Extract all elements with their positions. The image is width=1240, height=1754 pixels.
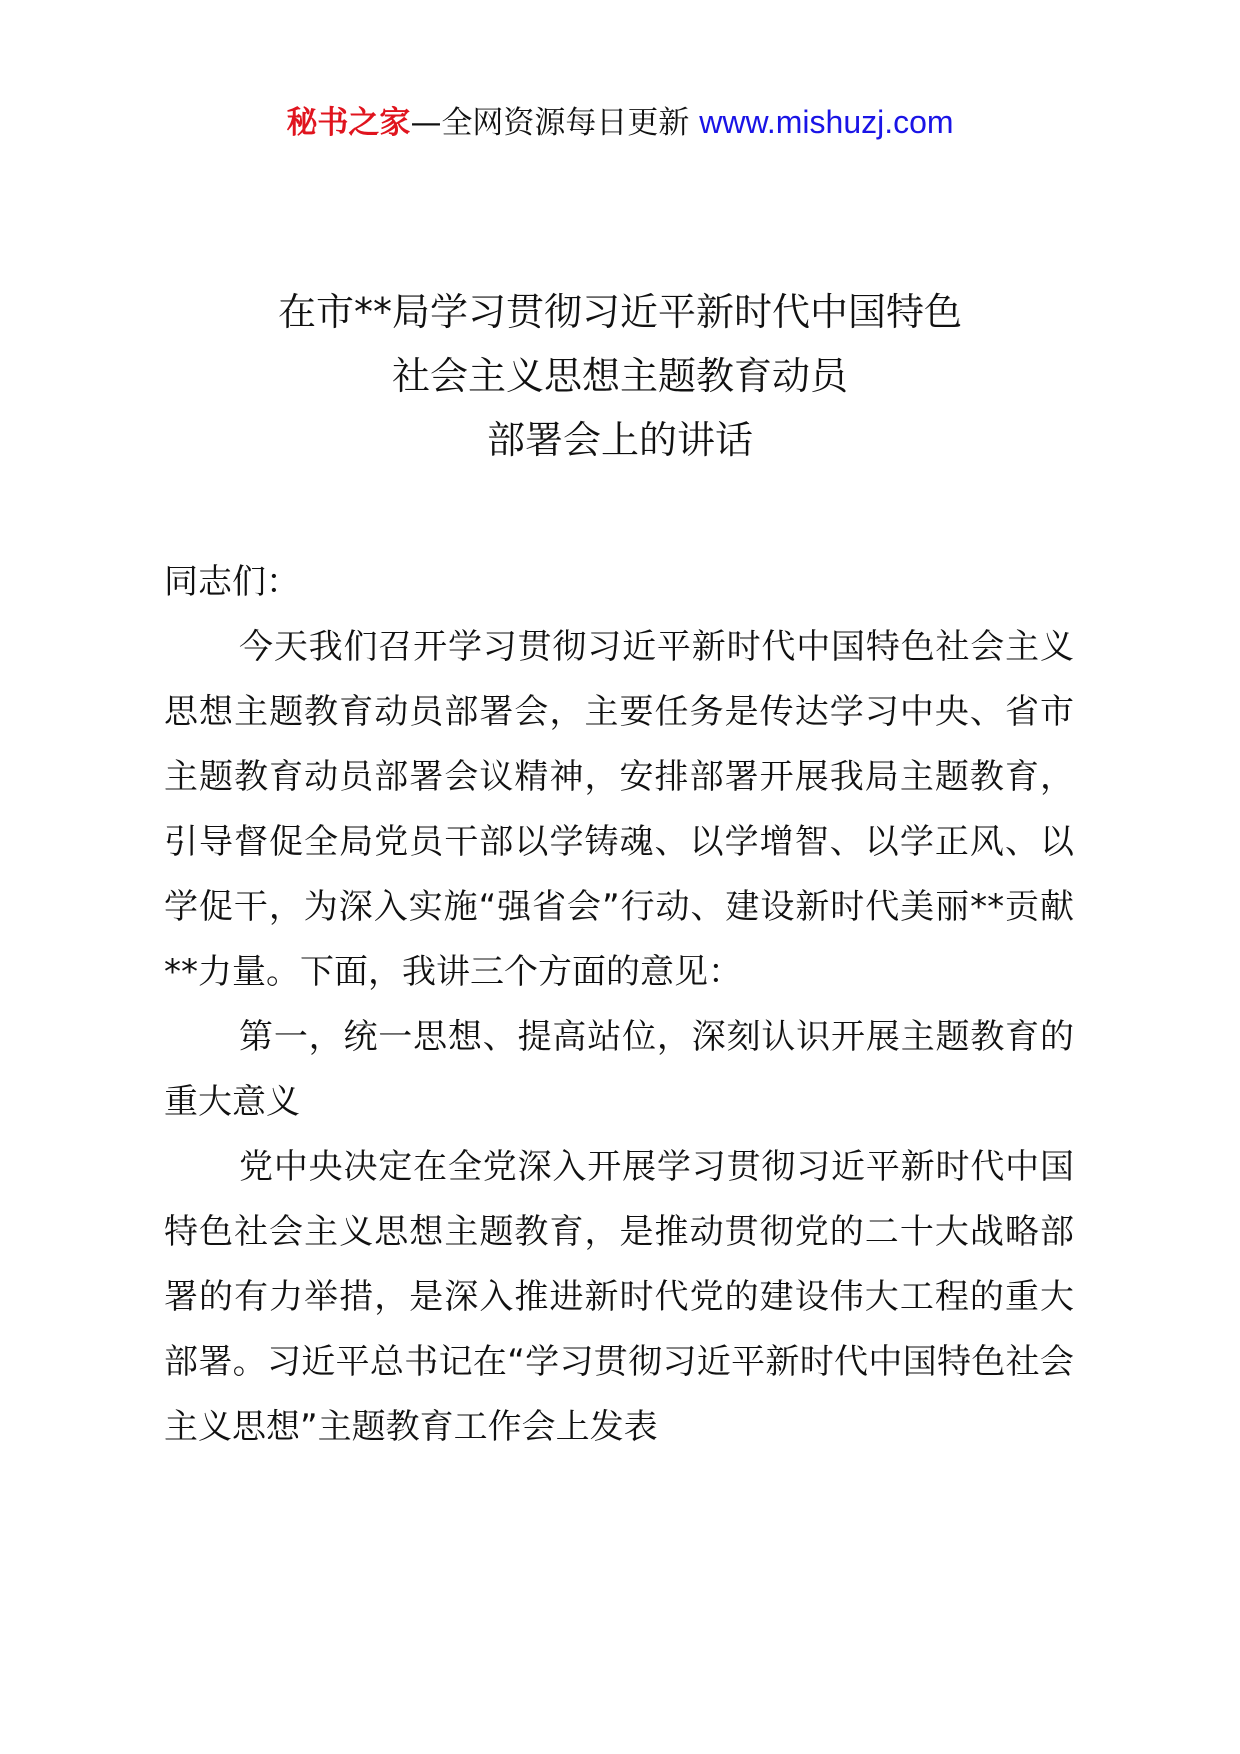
title-line-3: 部署会上的讲话 [486,418,753,462]
title-line-2: 社会主义思想主题教育动员 [391,354,848,398]
site-url-link[interactable]: www.mishuzj.com [699,104,954,140]
site-header [0,102,1240,143]
paragraph-1: 党中央决定在全党深入开展学习贯彻习近平新时代中国特色社会主义思想主题教育，是推动贯彻党的二十大战略部署的有力举措，是深入推进新时代党的建设伟大工程的重大部署。习近平总书记在“学习贯彻习近平新时代中国特色社会主义思想”主题教育工作会上发表 [164,1147,1074,1447]
header-slogan: —全网资源每日更新 [410,105,690,141]
brand-name: 秘书之家 [286,105,411,141]
paragraph-intro: 今天我们召开学习贯彻习近平新时代中国特色社会主义思想主题教育动员部署会，主要任务是传达学习中央、省市主题教育动员部署会议精神，安排部署开展我局主题教育，引导督促全局党员干部以学铸魂、以学增智、以学正风、以学促干，为深入实施“强省会”行动、建设新时代美丽**贡献**力量。下面，我讲三个方面的意见： [164,627,1074,992]
title-line-1: 在市**局学习贯彻习近平新时代中国特色 [277,290,962,334]
document-body [164,550,1074,1460]
section-heading-1: 第一，统一思想、提高站位，深刻认识开展主题教育的重大意义 [164,1017,1074,1122]
salutation: 同志们： [164,562,300,602]
document-title [0,280,1240,472]
